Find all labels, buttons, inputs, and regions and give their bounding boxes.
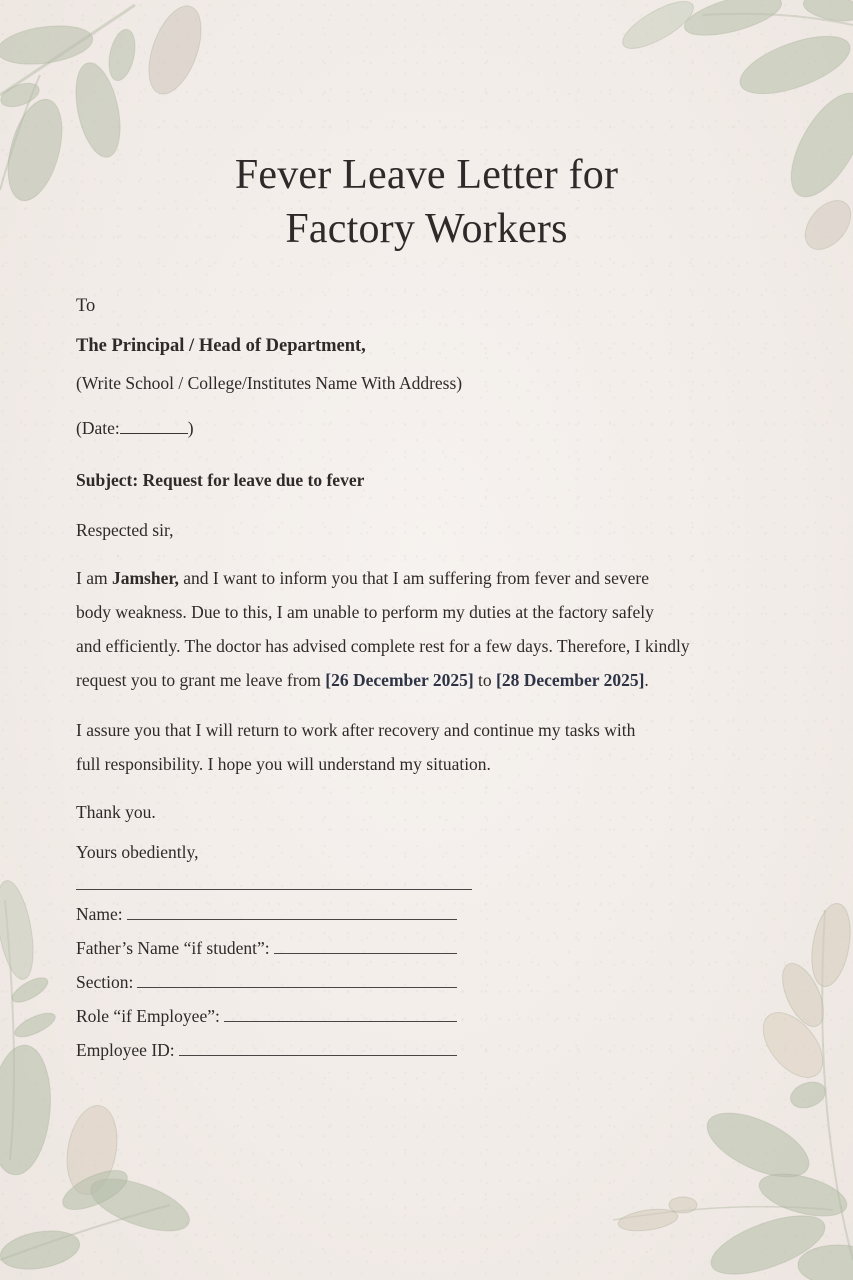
name-blank-field[interactable]: [127, 907, 457, 920]
document-title: [0, 148, 853, 256]
date-line: [76, 418, 194, 439]
text-fragment: to: [473, 670, 497, 690]
paragraph-1-line-3: and efficiently. The doctor has advised complete rest for a few days. Therefore, I kindly: [76, 636, 690, 656]
closing-thanks: Thank you.: [76, 802, 156, 822]
field-name: [76, 904, 457, 925]
paragraph-2-line-1: I assure you that I will return to work after recovery and continue my tasks with: [76, 720, 636, 740]
text-fragment: request you to grant me leave from: [76, 670, 326, 690]
fathers-name-blank-field[interactable]: [274, 941, 457, 954]
text-fragment: and I want to inform you that I am suffering from fever and severe: [178, 568, 649, 588]
field-label: Employee ID:: [76, 1040, 175, 1060]
date-blank-field[interactable]: [120, 419, 188, 434]
field-employee-id: [76, 1040, 457, 1061]
paragraph-2-line-2: full responsibility. I hope you will understand my situation.: [76, 754, 491, 774]
address-hint: (Write School / College/Institutes Name With Address): [76, 373, 463, 393]
paragraph-1-line-2: body weakness. Due to this, I am unable to perform my duties at the factory safely: [76, 602, 654, 622]
date-close: ): [187, 418, 194, 438]
field-fathers-name: [76, 938, 457, 959]
text-fragment: .: [644, 670, 649, 690]
field-label: Section:: [76, 972, 134, 992]
section-blank-field[interactable]: [137, 975, 457, 988]
employee-id-blank-field[interactable]: [179, 1043, 457, 1056]
title-line-1: Fever Leave Letter for: [234, 152, 619, 198]
to-label: To: [76, 296, 96, 316]
employee-name: Jamsher,: [111, 568, 179, 588]
field-label: Name:: [76, 904, 123, 924]
field-section: [76, 972, 457, 993]
date-label: (Date:: [76, 418, 120, 438]
text-fragment: I am: [76, 568, 112, 588]
recipient: The Principal / Head of Department,: [76, 336, 366, 356]
paragraph-1-line-1: [76, 568, 649, 589]
closing-sign: Yours obediently,: [76, 842, 199, 862]
paragraph-1-line-4: [76, 670, 649, 691]
field-label: Father’s Name “if student”:: [76, 938, 270, 958]
leave-end-date: [28 December 2025]: [496, 670, 645, 690]
title-line-2: Factory Workers: [285, 206, 568, 252]
role-blank-field[interactable]: [224, 1009, 457, 1022]
field-label: Role “if Employee”:: [76, 1006, 220, 1026]
salutation: Respected sir,: [76, 520, 174, 540]
subject-line: Subject: Request for leave due to fever: [76, 470, 365, 490]
signature-line[interactable]: [76, 889, 472, 890]
leave-start-date: [26 December 2025]: [325, 670, 474, 690]
field-role: [76, 1006, 457, 1027]
